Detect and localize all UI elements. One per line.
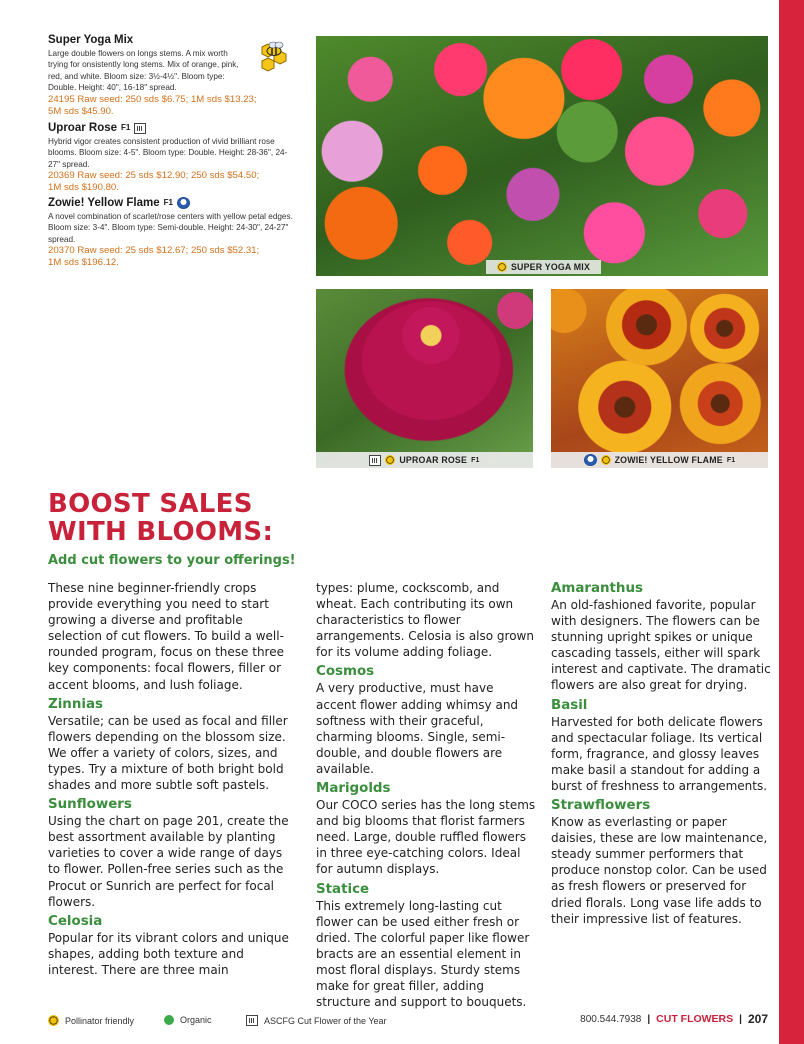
ascfg-badge-icon	[246, 1015, 258, 1026]
section-text-zinnias: Versatile; can be used as focal and filler flowers depending on the blossom size. We offer a variety of colors, sizes, and types. Try a mixture of both bright bold shades and more subtle soft pastels.	[48, 713, 288, 793]
photo-super-yoga-mix	[316, 36, 768, 276]
subheading: Add cut flowers to your offerings!	[48, 553, 296, 568]
f1-superscript: F1	[726, 456, 736, 464]
product-name	[48, 196, 298, 210]
product-price-line: 1M sds $190.80.	[48, 182, 119, 194]
section-title-strawflowers: Strawflowers	[551, 798, 651, 814]
bee-icon	[601, 455, 611, 465]
product-name-text: Zowie! Yellow Flame	[48, 197, 160, 209]
section-title-cosmos: Cosmos	[316, 664, 375, 680]
aas-winner-icon	[177, 197, 190, 209]
article-column-1	[48, 580, 296, 978]
section-side-bar	[779, 0, 804, 1044]
organic-dot-icon	[164, 1015, 174, 1025]
section-name: CUT FLOWERS	[656, 1013, 734, 1025]
legend-pollinator	[48, 1015, 134, 1026]
photo-zowie-yellow-flame	[551, 289, 768, 468]
section-title-sunflowers: Sunflowers	[48, 797, 132, 813]
f1-superscript: F1	[121, 123, 131, 132]
section-text-amaranthus: An old-fashioned favorite, popular with designers. The flowers can be stunning upright spikes or unique cascading tassels, either will spark interest and captivate. The dramatic flowers are also great for drying.	[551, 598, 771, 693]
article-column-3	[551, 580, 773, 927]
section-text-celosia-cont: types: plume, cockscomb, and wheat. Each contributing its own characteristics to flower arrangements. Celosia is also grown for its volume adding foliage.	[316, 581, 534, 660]
section-text-marigolds: Our COCO series has the long stems and big blooms that florist farmers need. Large, double ruffled flowers in three eye-catching colors. Ideal for autumn displays.	[316, 798, 536, 877]
section-title-amaranthus: Amaranthus	[551, 581, 643, 596]
legend-label: Pollinator friendly	[65, 1015, 135, 1026]
section-text-statice: This extremely long-lasting cut flower can be used either fresh or dried. The colorful paper like flower bracts are an essential element in most floral displays. Sturdy stems make for great filler, adding structure and support to bouquets.	[316, 898, 530, 1010]
section-title-zinnias: Zinnias	[48, 696, 103, 712]
footer-separator: |	[739, 1013, 742, 1025]
legend-ascfg	[246, 1015, 387, 1026]
photo-caption	[551, 452, 768, 468]
photo-caption	[316, 452, 533, 468]
product-description: Large double flowers on longs stems. A mix worth trying for onsistently long stems. Mix of orange, pink, red, and white. Bloom size: 3½-4½". Bloom type: Double. Height: 40", 16-18" spread.	[48, 49, 239, 93]
product-price-line: 20369 Raw seed: 25 sds $12.90; 250 sds $54.50;	[48, 170, 260, 182]
section-text-celosia: Popular for its vibrant colors and unique shapes, adding both texture and interest. There are three main	[48, 930, 289, 977]
bee-honeycomb-icon	[254, 37, 294, 75]
phone-number: 800.544.7938	[580, 1013, 642, 1025]
page-number: 207	[747, 1012, 768, 1026]
page-footer	[580, 1012, 768, 1026]
section-text-strawflowers: Know as everlasting or paper daisies, these are low maintenance, steady summer performers that produce nonstop color. Can be used as fresh flowers or preserved for dried florals. Long vase life adds to their impressive list of features.	[551, 815, 768, 926]
ascfg-badge-icon	[369, 455, 381, 466]
bee-icon	[385, 455, 395, 465]
photo-uproar-rose	[316, 289, 533, 468]
f1-superscript: F1	[471, 456, 480, 464]
product-description: A novel combination of scarlet/rose centers with yellow petal edges. Bloom size: 3-4". Bloom type: Semi-double. Height: 24-30", 24-27" spread.	[48, 212, 293, 244]
section-title-marigolds: Marigolds	[316, 781, 391, 797]
section-text-basil: Harvested for both delicate flowers and spectacular foliage. Its vertical form, fragrance, and glossy leaves make basil a standout for adding a burst of freshness to arrangements.	[551, 714, 768, 793]
section-text-sunflowers: Using the chart on page 201, create the best assortment available by planting varieties to cover a wide range of days to flower. Pollen-free series such as the Procut or Sunrich are perfect for focal flowers.	[48, 814, 289, 909]
section-text-cosmos: A very productive, must have accent flower adding whimsy and softness with their graceful, charming blooms. Single, semi-double, and double flowers are available.	[316, 681, 519, 776]
product-price-line: 1M sds $196.12.	[48, 257, 119, 269]
product-name-text: Super Yoga Mix	[48, 34, 134, 46]
caption-text: ZOWIE! YELLOW FLAME	[614, 455, 723, 465]
legend-label: Organic	[180, 1015, 212, 1025]
section-title-basil: Basil	[551, 697, 588, 713]
photo-caption	[486, 260, 601, 274]
product-price-line: 5M sds $45.90.	[48, 105, 114, 117]
section-title-celosia: Celosia	[48, 913, 103, 929]
section-title-statice: Statice	[316, 881, 370, 897]
product-zowie-yellow-flame	[48, 196, 298, 270]
footer-separator: |	[647, 1013, 651, 1025]
legend-organic	[164, 1015, 212, 1025]
headline	[48, 490, 273, 546]
headline-line: BOOST SALES	[48, 489, 253, 519]
ascfg-badge-icon	[134, 123, 146, 134]
product-price-line: 20370 Raw seed: 25 sds $12.67; 250 sds $52.31;	[48, 245, 260, 257]
caption-text: UPROAR ROSE	[399, 455, 468, 465]
article-column-2	[316, 580, 536, 1010]
legend-label: ASCFG Cut Flower of the Year	[264, 1015, 387, 1026]
bee-icon	[48, 1015, 59, 1026]
aas-winner-icon	[584, 454, 597, 466]
intro-paragraph: These nine beginner-friendly crops provide everything you need to start growing a diverse and profitable selection of cut flowers. To build a well-rounded program, focus on these three key components: focal flowers, filler or accent blooms, and lush foliage.	[48, 581, 284, 692]
headline-line: WITH BLOOMS:	[48, 517, 274, 547]
product-uproar-rose	[48, 121, 298, 195]
caption-text: SUPER YOGA MIX	[510, 262, 591, 272]
f1-superscript: F1	[163, 198, 173, 207]
product-name	[48, 121, 298, 135]
product-name-text: Uproar Rose	[48, 122, 118, 134]
product-description: Hybrid vigor creates consistent production of vivid brilliant rose blooms. Bloom size: 4-5". Bloom type: Double. Height: 28-36", 24-27" spread.	[48, 137, 288, 169]
bee-icon	[497, 262, 507, 272]
product-price-line: 24195 Raw seed: 250 sds $6.75; 1M sds $13.23;	[48, 93, 257, 105]
